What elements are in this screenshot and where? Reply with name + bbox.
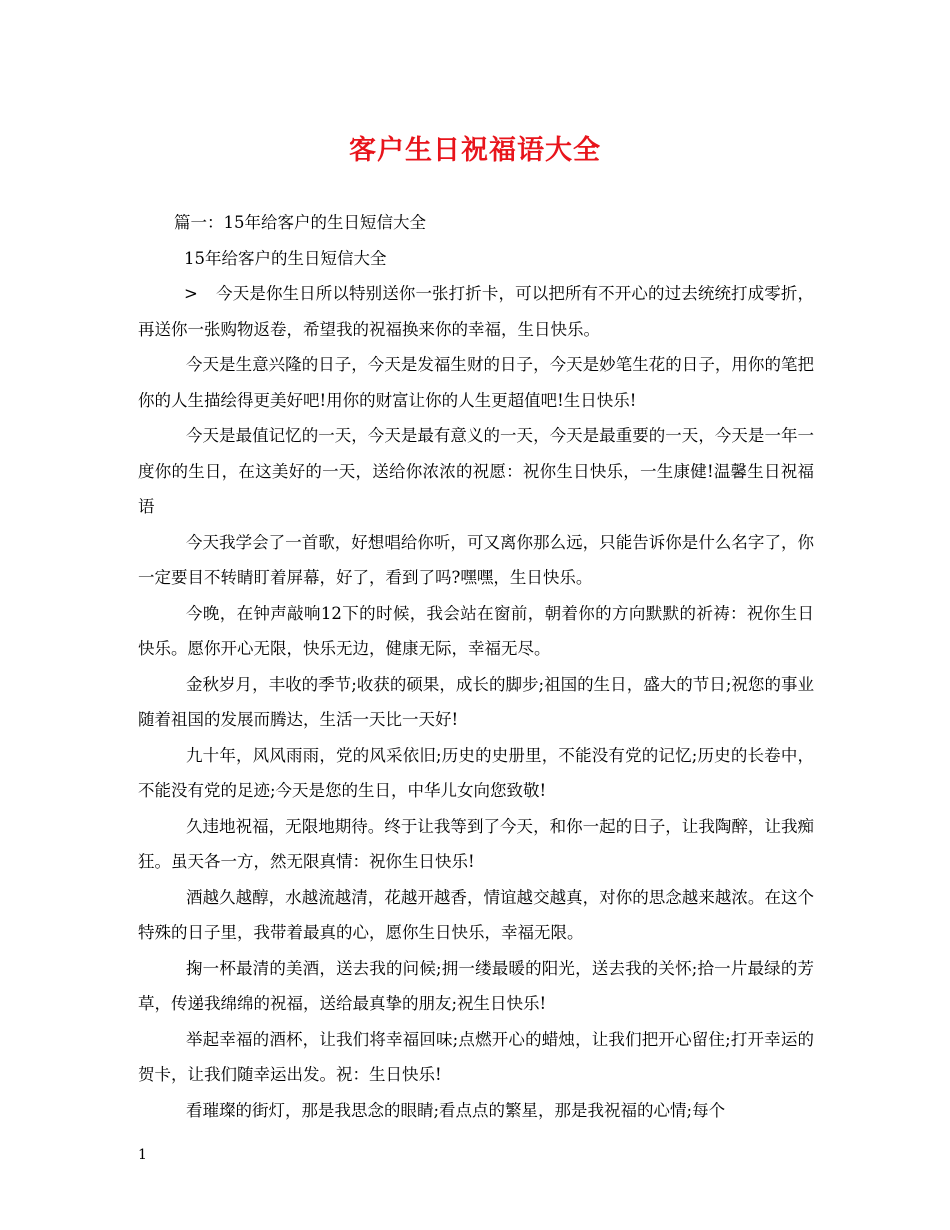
paragraph: 看璀璨的街灯，那是我思念的眼睛;看点点的繁星，那是我祝福的心情;每个 — [186, 1100, 726, 1120]
paragraph: 金秋岁月，丰收的季节;收获的硕果，成长的脚步;祖国的生日，盛大的节日;祝您的事业随着祖国的发展而腾达，生活一天比一天好! — [138, 674, 814, 729]
paragraph: 久违地祝福，无限地期待。终于让我等到了今天，和你一起的日子，让我陶醉，让我痴狂。虽天各一方，然无限真情：祝你生日快乐! — [138, 816, 814, 871]
paragraph: 今晚，在钟声敲响12下的时候，我会站在窗前，朝着你的方向默默的祈祷：祝你生日快乐。愿你开心无限，快乐无边，健康无际，幸福无尽。 — [138, 603, 814, 658]
paragraph: 掬一杯最清的美酒，送去我的问候;拥一缕最暖的阳光，送去我的关怀;拾一片最绿的芳草，传递我绵绵的祝福，送给最真挚的朋友;祝生日快乐! — [138, 958, 814, 1013]
document-body — [138, 205, 814, 1128]
paragraph: 今天我学会了一首歌，好想唱给你听，可又离你那么远，只能告诉你是什么名字了，你一定要目不转睛盯着屏幕，好了，看到了吗?嘿嘿，生日快乐。 — [138, 532, 814, 587]
arrow-paragraph — [138, 276, 814, 347]
paragraph: 九十年，风风雨雨，党的风采依旧;历史的史册里，不能没有党的记忆;历史的长卷中，不能没有党的足迹;今天是您的生日，中华儿女向您致敬! — [138, 745, 814, 800]
paragraph: 酒越久越醇，水越流越清，花越开越香，情谊越交越真，对你的思念越来越浓。在这个特殊的日子里，我带着最真的心，愿你生日快乐，幸福无限。 — [138, 887, 814, 942]
paragraph: 举起幸福的酒杯，让我们将幸福回味;点燃开心的蜡烛，让我们把开心留住;打开幸运的贺卡，让我们随幸运出发。祝：生日快乐! — [138, 1029, 814, 1084]
page-number: 1 — [138, 1147, 147, 1163]
arrow-paragraph-text: 今天是你生日所以特别送你一张打折卡，可以把所有不开心的过去统统打成零折，再送你一张购物返卷，希望我的祝福换来你的幸福，生日快乐。 — [138, 284, 814, 339]
paragraph: 今天是生意兴隆的日子，今天是发福生财的日子，今天是妙笔生花的日子，用你的笔把你的人生描绘得更美好吧!用你的财富让你的人生更超值吧!生日快乐! — [138, 355, 814, 410]
document-title: 客户生日祝福语大全 — [349, 135, 601, 166]
paragraph: 今天是最值记忆的一天，今天是最有意义的一天，今天是最重要的一天，今天是一年一度你的生日，在这美好的一天，送给你浓浓的祝愿：祝你生日快乐，一生康健!温馨生日祝福语 — [138, 426, 814, 516]
subheading: 15年给客户的生日短信大全 — [184, 248, 387, 268]
section-heading: 篇一：15年给客户的生日短信大全 — [174, 213, 426, 232]
arrow-icon: > — [184, 284, 198, 303]
